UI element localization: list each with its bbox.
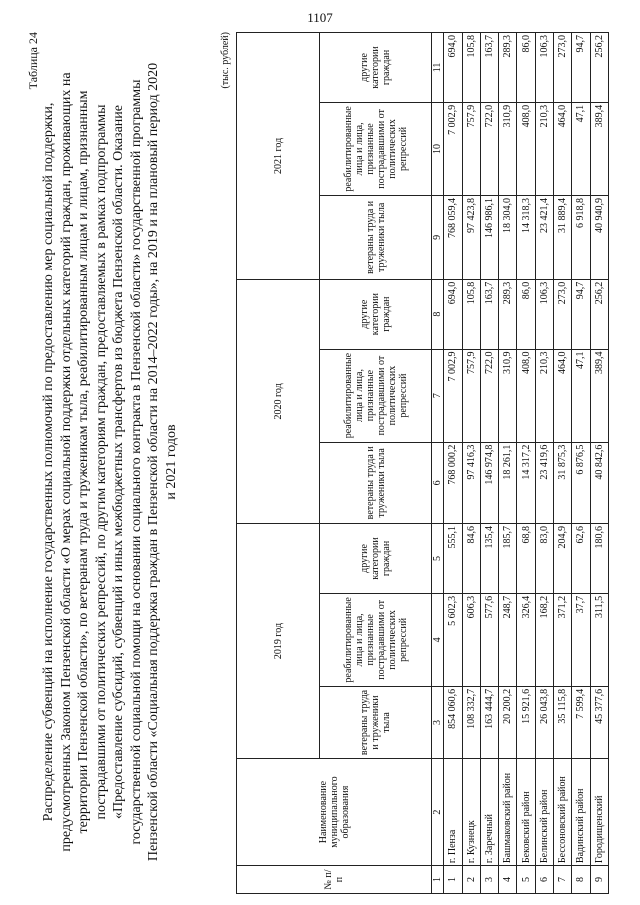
table-row (499, 33, 517, 894)
amount-cell: 555,1 (444, 524, 462, 594)
amount-cell: 6 876,5 (572, 442, 590, 523)
header-municipality: Наименование муниципального образования (237, 759, 432, 866)
municipality-cell: г. Заречный (480, 759, 498, 866)
amount-cell: 311,5 (590, 593, 608, 686)
column-number-row (432, 33, 444, 894)
amount-cell: 694,0 (444, 33, 462, 103)
amount-cell: 106,3 (535, 33, 553, 103)
amount-cell: 768 000,2 (444, 442, 462, 523)
amount-cell: 20 200,2 (499, 686, 517, 758)
amount-cell: 256,2 (590, 33, 608, 103)
amount-cell: 273,0 (554, 33, 572, 103)
municipality-cell: Белинский район (535, 759, 553, 866)
amount-cell: 108 332,7 (462, 686, 480, 758)
amount-cell: 289,3 (499, 33, 517, 103)
header-rehabilitated: реабилитированные лица и лица, признанные пострадавшими от политических репрессий (320, 349, 432, 442)
column-number: 5 (432, 524, 444, 594)
amount-cell: 185,7 (499, 524, 517, 594)
amount-cell: 18 261,1 (499, 442, 517, 523)
municipality-cell: Бессоновский район (554, 759, 572, 866)
amount-cell: 168,2 (535, 593, 553, 686)
header-year-2019: 2019 год (237, 524, 320, 759)
table-row (480, 33, 498, 894)
amount-cell: 408,0 (517, 102, 535, 195)
amount-cell: 40 842,6 (590, 442, 608, 523)
column-number: 7 (432, 349, 444, 442)
amount-cell: 180,6 (590, 524, 608, 594)
header-veterans: ветераны труда и труженики тыла (320, 442, 432, 523)
amount-cell: 23 421,4 (535, 195, 553, 279)
column-number: 4 (432, 593, 444, 686)
amount-cell: 248,7 (499, 593, 517, 686)
municipality-cell: г. Кузнецк (462, 759, 480, 866)
header-veterans: ветераны труда и труженики тыла (320, 195, 432, 279)
municipality-cell: Городищенский (590, 759, 608, 866)
table-row (590, 33, 608, 894)
header-veterans: ветераны труда и труженики тыла (320, 686, 432, 758)
amount-cell: 5 602,3 (444, 593, 462, 686)
row-number-cell: 7 (554, 866, 572, 894)
amount-cell: 68,8 (517, 524, 535, 594)
amount-cell: 163,7 (480, 33, 498, 103)
amount-cell: 371,2 (554, 593, 572, 686)
amount-cell: 854 060,6 (444, 686, 462, 758)
amount-cell: 7 002,9 (444, 102, 462, 195)
row-number-cell: 1 (444, 866, 462, 894)
amount-cell: 577,6 (480, 593, 498, 686)
row-number-cell: 3 (480, 866, 498, 894)
amount-cell: 256,2 (590, 279, 608, 349)
subvention-table (236, 32, 609, 894)
table-row (444, 33, 462, 894)
amount-cell: 273,0 (554, 279, 572, 349)
amount-cell: 86,0 (517, 279, 535, 349)
amount-cell: 768 059,4 (444, 195, 462, 279)
amount-cell: 62,6 (572, 524, 590, 594)
table-label: Таблица 24 (26, 32, 40, 90)
header-other: другие категории граждан (320, 279, 432, 349)
amount-cell: 105,8 (462, 279, 480, 349)
amount-cell: 37,7 (572, 593, 590, 686)
amount-cell: 210,3 (535, 349, 553, 442)
amount-cell: 310,9 (499, 349, 517, 442)
municipality-cell: Бековский район (517, 759, 535, 866)
amount-cell: 18 304,0 (499, 195, 517, 279)
amount-cell: 606,3 (462, 593, 480, 686)
column-number: 10 (432, 102, 444, 195)
amount-cell: 35 115,8 (554, 686, 572, 758)
amount-cell: 204,9 (554, 524, 572, 594)
amount-cell: 6 918,8 (572, 195, 590, 279)
header-year-2020: 2020 год (237, 279, 320, 523)
amount-cell: 146 974,8 (480, 442, 498, 523)
amount-cell: 106,3 (535, 279, 553, 349)
amount-cell: 15 921,6 (517, 686, 535, 758)
amount-cell: 389,4 (590, 349, 608, 442)
amount-cell: 389,4 (590, 102, 608, 195)
header-rehabilitated: реабилитированные лица и лица, признанные пострадавшими от политических репрессий (320, 593, 432, 686)
row-number-cell: 9 (590, 866, 608, 894)
municipality-cell: г. Пенза (444, 759, 462, 866)
page-number: 1107 (307, 10, 333, 25)
amount-cell: 31 875,3 (554, 442, 572, 523)
municipality-cell: Башмаковский район (499, 759, 517, 866)
row-number-cell: 4 (499, 866, 517, 894)
column-number: 1 (432, 866, 444, 894)
amount-cell: 26 043,8 (535, 686, 553, 758)
amount-cell: 31 889,4 (554, 195, 572, 279)
header-row-years (237, 33, 320, 894)
header-number: № п/п (237, 866, 432, 894)
amount-cell: 7 002,9 (444, 349, 462, 442)
amount-cell: 289,3 (499, 279, 517, 349)
table-body (444, 33, 609, 894)
header-other: другие категории граждан (320, 33, 432, 103)
amount-cell: 757,9 (462, 102, 480, 195)
amount-cell: 94,7 (572, 33, 590, 103)
table-row (535, 33, 553, 894)
table-row (462, 33, 480, 894)
amount-cell: 210,3 (535, 102, 553, 195)
amount-cell: 135,4 (480, 524, 498, 594)
amount-cell: 7 599,4 (572, 686, 590, 758)
amount-cell: 84,6 (462, 524, 480, 594)
amount-cell: 163 444,7 (480, 686, 498, 758)
amount-cell: 40 940,9 (590, 195, 608, 279)
amount-cell: 464,0 (554, 349, 572, 442)
amount-cell: 105,8 (462, 33, 480, 103)
amount-cell: 23 419,6 (535, 442, 553, 523)
amount-cell: 86,0 (517, 33, 535, 103)
amount-cell: 757,9 (462, 349, 480, 442)
row-number-cell: 6 (535, 866, 553, 894)
header-rehabilitated: реабилитированные лица и лица, признанные пострадавшими от политических репрессий (320, 102, 432, 195)
row-number-cell: 5 (517, 866, 535, 894)
column-number: 6 (432, 442, 444, 523)
table-row (572, 33, 590, 894)
amount-cell: 326,4 (517, 593, 535, 686)
amount-cell: 722,0 (480, 102, 498, 195)
table-row (517, 33, 535, 894)
amount-cell: 45 377,6 (590, 686, 608, 758)
municipality-cell: Вадинский район (572, 759, 590, 866)
column-number: 3 (432, 686, 444, 758)
amount-cell: 163,7 (480, 279, 498, 349)
column-number: 9 (432, 195, 444, 279)
amount-cell: 94,7 (572, 279, 590, 349)
amount-cell: 47,1 (572, 102, 590, 195)
table-caption: Распределение субвенций на исполнение государственных полномочий по предоставлению мер социальной поддержки, предусмотренных Законом Пензенской области «О мерах социальной поддержки отдельных категорий граждан, проживающих на территории Пензенской области», по ветеранам труда и труженикам тыла, реабилитированным лицам и лицам, признанным пострадавшими от политических репрессий, по другим категориям граждан, предоставляемых в рамках подпрограммы «Предоставление субсидий, субвенций и иных межбюджетных трансфертов из бюджета Пензенской области. Оказание государственной социальной помощи на основании социального контракта в Пензенской области» государственной программы Пензенской области «Социальная поддержка граждан в Пензенской области на 2014–2022 годы», на 2019 и на плановый период 2020 и 2021 годов (41, 62, 179, 862)
amount-cell: 97 423,8 (462, 195, 480, 279)
amount-cell: 310,9 (499, 102, 517, 195)
header-year-2021: 2021 год (237, 33, 320, 280)
amount-cell: 464,0 (554, 102, 572, 195)
column-number: 8 (432, 279, 444, 349)
amount-cell: 97 416,3 (462, 442, 480, 523)
amount-cell: 146 986,1 (480, 195, 498, 279)
amount-cell: 83,0 (535, 524, 553, 594)
column-number: 11 (432, 33, 444, 103)
column-number: 2 (432, 759, 444, 866)
amount-cell: 14 317,2 (517, 442, 535, 523)
table-row (554, 33, 572, 894)
amount-cell: 694,0 (444, 279, 462, 349)
row-number-cell: 8 (572, 866, 590, 894)
header-other: другие категории граждан (320, 524, 432, 594)
amount-cell: 722,0 (480, 349, 498, 442)
rotated-page-content (20, 22, 620, 902)
amount-cell: 408,0 (517, 349, 535, 442)
amount-cell: 14 318,3 (517, 195, 535, 279)
amount-cell: 47,1 (572, 349, 590, 442)
row-number-cell: 2 (462, 866, 480, 894)
units-label: (тыс. рублей) (220, 32, 231, 89)
